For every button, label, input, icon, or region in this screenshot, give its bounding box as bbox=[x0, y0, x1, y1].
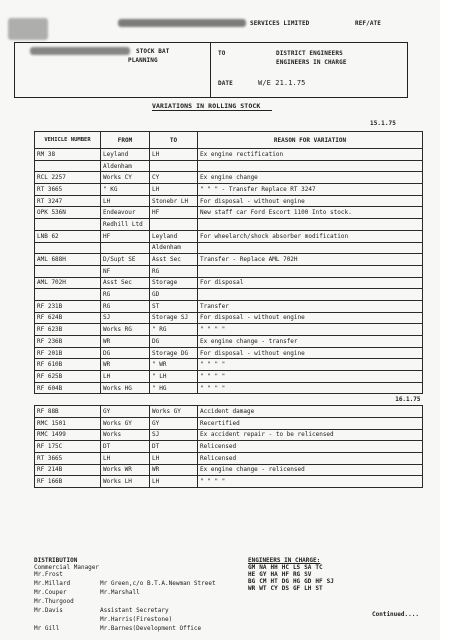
vehicle-cell: RMC 1501 bbox=[35, 417, 101, 429]
from-cell: DG bbox=[101, 347, 150, 359]
from-cell: LH bbox=[101, 452, 150, 464]
table-row bbox=[35, 371, 423, 383]
from-cell: Works CY bbox=[101, 172, 150, 184]
reason-cell: Ex engine change - relicensed bbox=[198, 464, 423, 476]
vehicle-cell: RMC 1499 bbox=[35, 429, 101, 441]
reason-cell: Transfer bbox=[198, 300, 423, 312]
table-row bbox=[35, 289, 423, 301]
engineers-row bbox=[246, 578, 336, 585]
reason-cell: For disposal - without engine bbox=[198, 312, 423, 324]
vehicle-cell: RCL 2257 bbox=[35, 172, 101, 184]
engineer-code: SA bbox=[304, 564, 312, 571]
engineer-code: ST bbox=[315, 585, 323, 592]
title-underline bbox=[152, 110, 272, 111]
from-cell: " KG bbox=[101, 184, 150, 196]
from-cell: Works bbox=[101, 429, 150, 441]
vehicle-cell: RF 88B bbox=[35, 406, 101, 418]
col-vehicle-number: VEHICLE NUMBER bbox=[35, 132, 101, 149]
reason-cell: " " " " bbox=[198, 476, 423, 488]
date-label: DATE bbox=[218, 80, 233, 87]
from-cell: Works GY bbox=[101, 417, 150, 429]
engineer-code: WR bbox=[248, 585, 256, 592]
distribution-name: Assistant Secretary bbox=[100, 607, 169, 614]
engineer-code: HC bbox=[281, 564, 289, 571]
reason-cell bbox=[198, 219, 423, 231]
col-reason: REASON FOR VARIATION bbox=[198, 132, 423, 149]
org-name: SERVICES LIMITED bbox=[250, 20, 310, 27]
reason-cell: Relicensed bbox=[198, 441, 423, 453]
engineer-code: LH bbox=[304, 585, 312, 592]
reason-cell: " " " " bbox=[198, 382, 423, 394]
from-cell: NF bbox=[101, 265, 150, 277]
engineer-code: HH bbox=[270, 564, 278, 571]
distribution-name: Mr Gill bbox=[34, 625, 60, 632]
to-cell: LH bbox=[150, 184, 198, 196]
from-cell: SJ bbox=[101, 312, 150, 324]
engineer-code: NA bbox=[259, 564, 267, 571]
reason-cell: Ex engine rectification bbox=[198, 149, 423, 161]
to-cell: LH bbox=[150, 149, 198, 161]
distribution-name: Mr.Thurgood bbox=[34, 598, 74, 605]
document-title: VARIATIONS IN ROLLING STOCK bbox=[152, 102, 261, 110]
vehicle-cell: RF 604B bbox=[35, 382, 101, 394]
variations-table bbox=[34, 131, 423, 488]
engineers-row bbox=[246, 585, 336, 592]
table-row bbox=[35, 160, 423, 172]
reason-cell: For disposal - without engine bbox=[198, 347, 423, 359]
table-row bbox=[35, 324, 423, 336]
reason-cell: For wheelarch/shock absorber modification bbox=[198, 230, 423, 242]
to-cell: " RG bbox=[150, 324, 198, 336]
engineer-code: GM bbox=[248, 564, 256, 571]
reason-cell: " " " " bbox=[198, 359, 423, 371]
table-header-row bbox=[35, 132, 423, 149]
distribution-name: Mr.Millard bbox=[34, 580, 71, 587]
engineer-code: GD bbox=[304, 578, 312, 585]
to-cell: GD bbox=[150, 289, 198, 301]
from-cell: GY bbox=[101, 406, 150, 418]
table-row bbox=[35, 382, 423, 394]
engineer-code: RG bbox=[292, 571, 301, 578]
to-cell: Storage bbox=[150, 277, 198, 289]
table-row bbox=[35, 149, 423, 161]
engineer-code: LS bbox=[292, 564, 301, 571]
distribution-name: Mr.Barnes(Development Office bbox=[100, 625, 202, 632]
table-row bbox=[35, 312, 423, 324]
engineer-code: SJ bbox=[326, 578, 334, 585]
engineer-code: TC bbox=[315, 564, 323, 571]
to-cell: Stonebr LH bbox=[150, 195, 198, 207]
distribution-name: Mr.Davis bbox=[34, 607, 63, 614]
engineer-code: WT bbox=[259, 585, 267, 592]
vehicle-cell: RF 236B bbox=[35, 336, 101, 348]
to-cell: " HG bbox=[150, 382, 198, 394]
table-row bbox=[35, 300, 423, 312]
to-cell: DG bbox=[150, 336, 198, 348]
table-row bbox=[35, 347, 423, 359]
to-cell: LH bbox=[150, 452, 198, 464]
vehicle-cell: LNB 62 bbox=[35, 230, 101, 242]
vehicle-cell: RM 38 bbox=[35, 149, 101, 161]
table-row bbox=[35, 417, 423, 429]
from-cell: RG bbox=[101, 300, 150, 312]
engineer-code bbox=[313, 571, 324, 578]
vehicle-cell bbox=[35, 219, 101, 231]
from-cell: Endeavour bbox=[101, 207, 150, 219]
to-cell: WR bbox=[150, 464, 198, 476]
from-label: STOCK BAT bbox=[136, 48, 170, 55]
engineer-code: DG bbox=[281, 578, 289, 585]
vehicle-cell: RT 3665 bbox=[35, 452, 101, 464]
from-cell: D/Supt SE bbox=[101, 254, 150, 266]
to-cell: Leyland bbox=[150, 230, 198, 242]
engineer-code: HA bbox=[270, 571, 278, 578]
distribution-name: Mr.Frost bbox=[34, 571, 63, 578]
reason-cell bbox=[198, 265, 423, 277]
vehicle-cell: RF 623B bbox=[35, 324, 101, 336]
distribution-name: Mr.Harris(Firestone) bbox=[100, 616, 173, 623]
reason-cell bbox=[198, 242, 423, 254]
reason-cell bbox=[198, 160, 423, 172]
engineers-table bbox=[246, 564, 336, 592]
vehicle-cell: RT 3247 bbox=[35, 195, 101, 207]
to-cell: HF bbox=[150, 207, 198, 219]
engineer-code: HF bbox=[281, 571, 289, 578]
reason-cell: Relicensed bbox=[198, 452, 423, 464]
to-cell: LH bbox=[150, 476, 198, 488]
to-line-1: DISTRICT ENGINEERS bbox=[276, 50, 343, 57]
date-value: W/E 21.1.75 bbox=[258, 79, 306, 87]
distribution-name: Mr Green,c/o B.T.A.Newman Street bbox=[100, 580, 216, 587]
table-row bbox=[35, 406, 423, 418]
reason-cell: For disposal - without engine bbox=[198, 195, 423, 207]
from-cell: RG bbox=[101, 289, 150, 301]
reason-cell bbox=[198, 289, 423, 301]
ink-smudge bbox=[8, 18, 48, 40]
table-row bbox=[35, 277, 423, 289]
table-row bbox=[35, 464, 423, 476]
reason-cell: New staff car Ford Escort 1100 Into stock. bbox=[198, 207, 423, 219]
engineer-code: CM bbox=[259, 578, 267, 585]
memo-divider bbox=[210, 42, 211, 98]
reason-cell: Transfer - Replace AML 702H bbox=[198, 254, 423, 266]
ref-code: REF/ATE bbox=[355, 20, 381, 27]
from-cell: Works WR bbox=[101, 464, 150, 476]
vehicle-cell: AML 688H bbox=[35, 254, 101, 266]
ink-smudge bbox=[118, 19, 246, 27]
engineers-row bbox=[246, 564, 336, 571]
table-row bbox=[35, 452, 423, 464]
vehicle-cell: RF 624B bbox=[35, 312, 101, 324]
to-cell: ST bbox=[150, 300, 198, 312]
to-cell bbox=[150, 219, 198, 231]
to-cell: Storage SJ bbox=[150, 312, 198, 324]
col-from: FROM bbox=[101, 132, 150, 149]
continued-note: Continued.... bbox=[372, 611, 419, 618]
to-cell: DT bbox=[150, 441, 198, 453]
engineer-code: HF bbox=[315, 578, 323, 585]
table-row bbox=[35, 441, 423, 453]
memo-header-box bbox=[14, 42, 408, 98]
vehicle-cell bbox=[35, 289, 101, 301]
table-row bbox=[35, 429, 423, 441]
vehicle-cell: RF 231B bbox=[35, 300, 101, 312]
from-cell bbox=[101, 242, 150, 254]
vehicle-cell: RF 175C bbox=[35, 441, 101, 453]
engineer-code: HE bbox=[248, 571, 256, 578]
page-margin bbox=[440, 0, 453, 640]
distribution-heading: DISTRIBUTION bbox=[34, 557, 78, 564]
reason-cell: Ex accident repair - to be relicensed bbox=[198, 429, 423, 441]
col-to: TO bbox=[150, 132, 198, 149]
reason-cell: Ex engine change - transfer bbox=[198, 336, 423, 348]
table-row bbox=[35, 476, 423, 488]
to-cell: GY bbox=[150, 417, 198, 429]
vehicle-cell: RF 166B bbox=[35, 476, 101, 488]
to-label: TO bbox=[218, 50, 226, 57]
from-cell: LH bbox=[101, 371, 150, 383]
vehicle-cell: RF 214B bbox=[35, 464, 101, 476]
vehicle-cell: AML 702H bbox=[35, 277, 101, 289]
from-cell: Works RG bbox=[101, 324, 150, 336]
to-cell: " LH bbox=[150, 371, 198, 383]
distribution-line-1: Commercial Manager bbox=[34, 564, 100, 571]
engineer-code: CY bbox=[270, 585, 278, 592]
distribution-name: Mr.Marshall bbox=[100, 589, 140, 596]
table-row bbox=[35, 207, 423, 219]
vehicle-cell: RT 3665 bbox=[35, 184, 101, 196]
from-sub: PLANNING bbox=[128, 57, 158, 64]
from-cell: Redhill Ltd bbox=[101, 219, 150, 231]
table-row bbox=[35, 359, 423, 371]
table-row bbox=[35, 254, 423, 266]
engineers-row bbox=[246, 571, 336, 578]
vehicle-cell: RF 610B bbox=[35, 359, 101, 371]
to-cell: SJ bbox=[150, 429, 198, 441]
engineer-code: SV bbox=[304, 571, 312, 578]
vehicle-cell: RF 201B bbox=[35, 347, 101, 359]
date-row bbox=[35, 394, 423, 406]
table-row bbox=[35, 195, 423, 207]
engineer-code: GY bbox=[259, 571, 267, 578]
to-cell bbox=[150, 160, 198, 172]
from-cell: LH bbox=[101, 195, 150, 207]
engineer-code: DS bbox=[281, 585, 289, 592]
vehicle-cell bbox=[35, 265, 101, 277]
table-row bbox=[35, 184, 423, 196]
from-cell: WR bbox=[101, 336, 150, 348]
from-cell: WR bbox=[101, 359, 150, 371]
engineer-code: HT bbox=[270, 578, 278, 585]
table-row bbox=[35, 219, 423, 231]
reason-cell: Recertified bbox=[198, 417, 423, 429]
to-cell: Asst Sec bbox=[150, 254, 198, 266]
from-cell: Aldenham bbox=[101, 160, 150, 172]
date-heading-1: 15.1.75 bbox=[370, 120, 396, 127]
from-cell: Works HG bbox=[101, 382, 150, 394]
table-row bbox=[35, 265, 423, 277]
table-row bbox=[35, 230, 423, 242]
reason-cell: " " " - Transfer Replace RT 3247 bbox=[198, 184, 423, 196]
engineer-code: BG bbox=[248, 578, 256, 585]
to-cell: " WR bbox=[150, 359, 198, 371]
distribution-name: Mr.Couper bbox=[34, 589, 67, 596]
reason-cell: Ex engine change bbox=[198, 172, 423, 184]
to-cell: Aldenham bbox=[150, 242, 198, 254]
to-cell: Works GY bbox=[150, 406, 198, 418]
reason-cell: " " " " bbox=[198, 324, 423, 336]
to-cell: CY bbox=[150, 172, 198, 184]
to-line-2: ENGINEERS IN CHARGE bbox=[276, 59, 347, 66]
table-row bbox=[35, 172, 423, 184]
from-cell: Leyland bbox=[101, 149, 150, 161]
vehicle-cell bbox=[35, 242, 101, 254]
to-cell: RG bbox=[150, 265, 198, 277]
table-row bbox=[35, 336, 423, 348]
date-heading-2: 16.1.75 bbox=[35, 394, 423, 406]
vehicle-cell bbox=[35, 160, 101, 172]
vehicle-cell: RF 625B bbox=[35, 371, 101, 383]
reason-cell: For disposal bbox=[198, 277, 423, 289]
engineers-heading: ENGINEERS IN CHARGE: bbox=[248, 557, 321, 564]
from-cell: Asst Sec bbox=[101, 277, 150, 289]
from-cell: Works LH bbox=[101, 476, 150, 488]
vehicle-cell: OPK 536N bbox=[35, 207, 101, 219]
engineer-code: GF bbox=[292, 585, 301, 592]
from-cell: DT bbox=[101, 441, 150, 453]
reason-cell: " " " " bbox=[198, 371, 423, 383]
engineer-code: HG bbox=[292, 578, 301, 585]
reason-cell: Accident damage bbox=[198, 406, 423, 418]
to-cell: Storage DG bbox=[150, 347, 198, 359]
from-cell: HF bbox=[101, 230, 150, 242]
table-row bbox=[35, 242, 423, 254]
